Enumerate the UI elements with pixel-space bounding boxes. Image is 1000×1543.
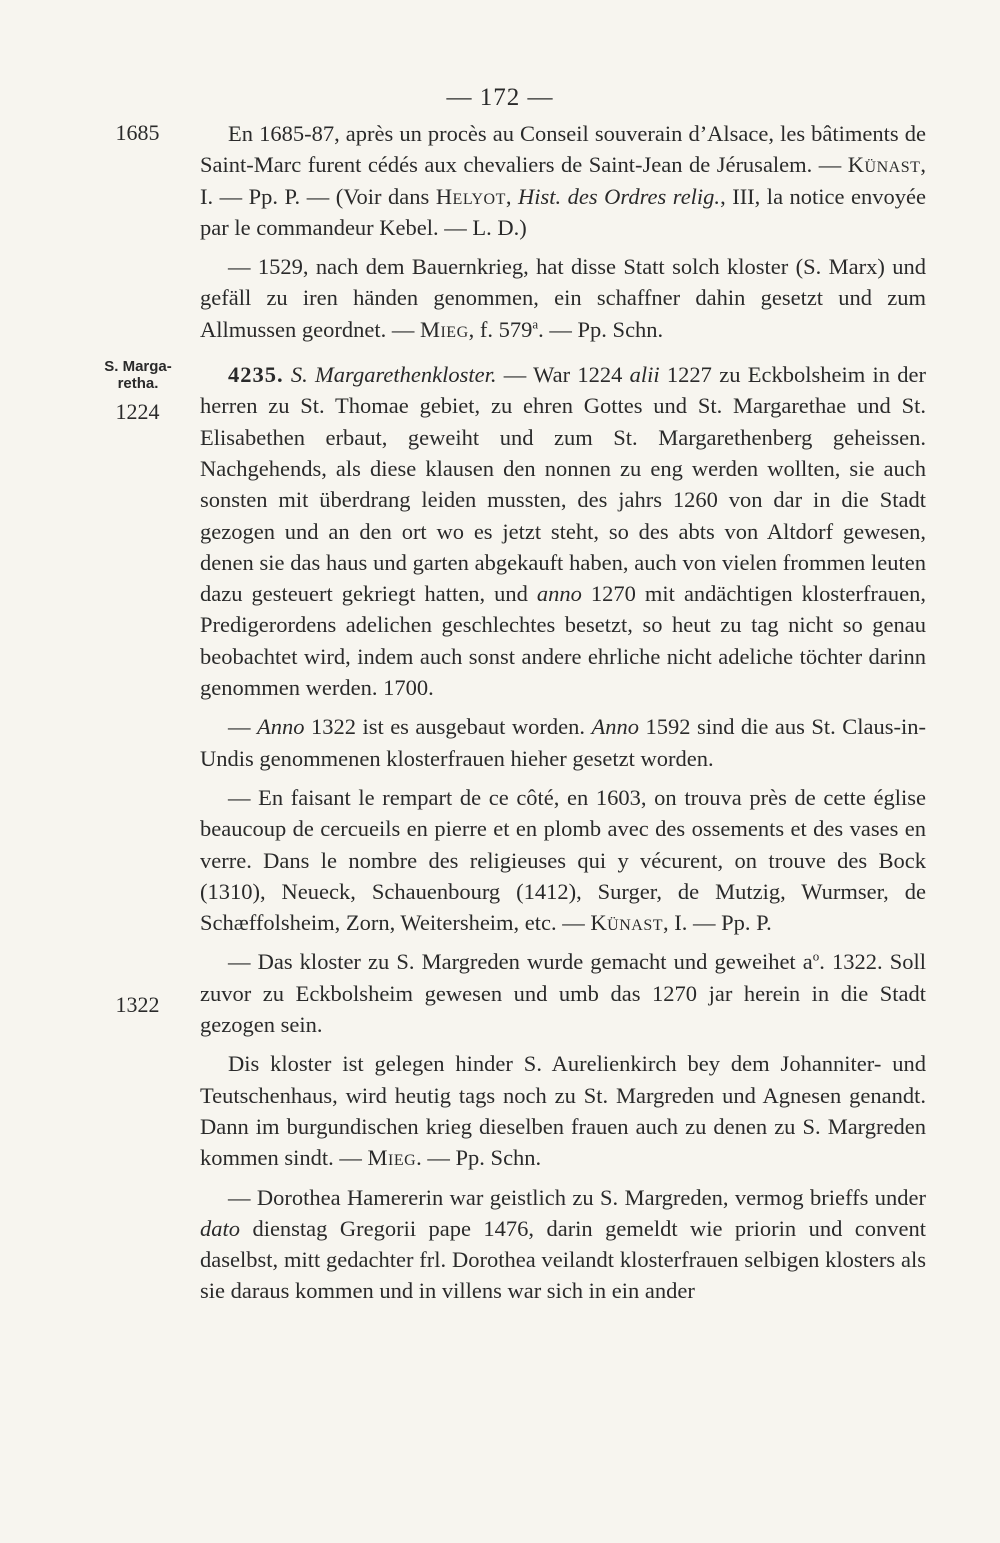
text-span: Dis kloster ist gelegen hinder S. Aurelienkirch bey dem Johanniter- und Teutschenhaus, wird heutig tags noch zu St. Margreden und Agnesen genandt. Dann im burgundischen krieg dieselben frauen auch zu denen zu S. Margreden kommen sindt. — (200, 1051, 926, 1171)
text-span: dato (200, 1215, 241, 1241)
paragraph-5 (200, 782, 926, 938)
text-span: , (505, 183, 519, 209)
text-span: — War 1224 (496, 362, 630, 388)
author-reference: Helyot (435, 183, 506, 209)
margin-year-1685: 1685 (115, 120, 160, 145)
text-span: Anno (256, 714, 305, 740)
text-span: alii (629, 362, 660, 388)
text-span: Anno (591, 714, 639, 740)
text-span: 1227 zu Eckbolsheim in der herren zu St. Thomae gebiet, zu ehren Gottes und St. Margarethae und St. Elisabethen erbaut, geweiht und zum St. Margarethenberg geheissen. Nachgehends, als diese klausen den nonnen zu eng werden wollten, sie auch sonsten mit überdrang leiden mussten, des jahrs 1260 von dar in die Stadt gezogen und an den ort wo es jetzt steht, so des abts von Altdorf gewesen, denen sie das haus und garten abgekauft haben, auch von vielen frommen leuten dazu gesteuert gekriegt hatten, und (200, 362, 926, 607)
author-reference: Künast (590, 910, 664, 936)
author-reference: Künast (847, 152, 921, 178)
text-span: 1592 sind die aus St. Claus-in-Undis genommenen klosterfrauen hieher gesetzt worden. (200, 714, 926, 771)
text-span: — 1529, nach dem Bauernkrieg, hat disse Statt solch kloster (S. Marx) und gefäll zu iren händen genommen, ein schaffner dahin gesetzt und zum Allmussen geordnet. — (200, 254, 926, 342)
main-text (200, 118, 926, 1315)
paragraph-6 (200, 946, 926, 1040)
paragraph-1 (200, 118, 926, 243)
entry-number: 4235. (228, 362, 284, 388)
text-span: — Das kloster zu S. Margreden wurde gemacht und geweihet a (228, 949, 813, 975)
text-span: . 1322. Soll zuvor zu Eckbolsheim gewesen und umb das 1270 jar herein in die Stadt gezogen sein. (200, 949, 926, 1038)
text-span: — Dorothea Hamererin war geistlich zu S. Margreden, vermog brieffs under (228, 1184, 926, 1210)
page-number: — 172 — (446, 84, 554, 111)
text-span: 1322 ist es ausgebaut worden. (304, 714, 592, 740)
text-span: dienstag Gregorii pape 1476, darin gemeldt wie priorin und convent daselbst, mitt gedachter frl. Dorothea veilandt klosterfrauen selbigen klosters als sie daraus kommen und in villens war sich in ein ander (200, 1215, 926, 1304)
text-span: . — Pp. Schn. (416, 1145, 542, 1171)
paragraph-2 (200, 251, 926, 345)
text-span: , III, la notice envoyée par le commandeur Kebel. — L. D.) (200, 183, 927, 240)
author-reference: Mieg (367, 1145, 417, 1171)
paragraph-8 (200, 1182, 926, 1307)
text-span: 1270 mit andächtigen klosterfrauen, Predigerordens adelichen geschlechtes besetzt, so heut zu tag nicht so genau beobachtet wird, indem auch sonst andere ehrliche nicht adeliche töchter darinn genommen werden. 1700. (200, 581, 926, 701)
text-span: — (228, 714, 257, 740)
margin-section-name: S. Marga- retha. (104, 358, 172, 392)
entry-title: S. Margarethenkloster. (290, 362, 497, 388)
text-span: En 1685-87, après un procès au Conseil souverain d’Alsace, les bâtiments de Saint-Marc furent cédés aux chevaliers de Saint-Jean de Jérusalem. — (200, 121, 926, 178)
superscript: o (812, 948, 820, 964)
paragraph-7 (200, 1048, 926, 1173)
author-reference: Mieg (419, 316, 469, 342)
margin-year-1224: 1224 (115, 399, 160, 424)
text-span: , I. — Pp. P. (663, 910, 772, 936)
text-span: . — Pp. Schn. (538, 316, 664, 342)
text-span: anno (536, 581, 582, 607)
text-span: — En faisant le rempart de ce côté, en 1603, on trouva près de cette église beaucoup de cercueils en pierre et en plomb avec des ossements et des vases en verre. Dans le nombre des religieuses qui y vécurent, on trouve des Bock (1310), Neueck, Schauenbourg (1412), Surger, de Mutzig, Wurmser, de Schæffolsheim, Zorn, Weitersheim, etc. — (200, 784, 926, 936)
superscript: a (532, 316, 539, 332)
text-span: , I. — Pp. P. — (Voir dans (200, 152, 926, 209)
paragraph-3 (200, 359, 926, 703)
paragraph-4 (200, 711, 926, 774)
work-title: Hist. des Ordres relig. (518, 183, 721, 209)
text-span: , f. 579 (468, 316, 533, 342)
margin-year-1322: 1322 (115, 992, 160, 1017)
